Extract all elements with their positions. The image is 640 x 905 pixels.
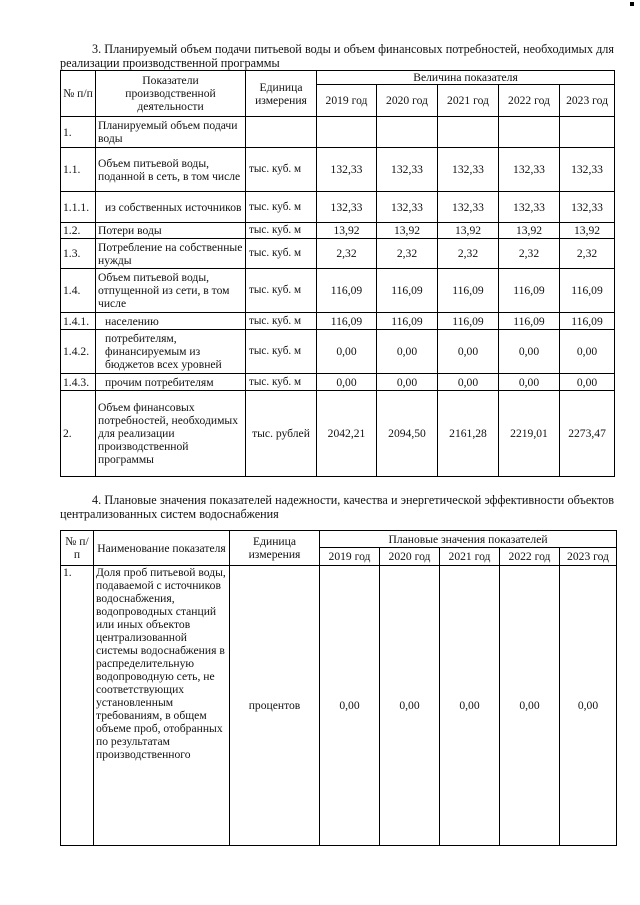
row-indicator: Потребление на собственные нужды bbox=[96, 239, 246, 269]
row-value: 132,33 bbox=[317, 192, 377, 223]
row-value: 0,00 bbox=[377, 374, 438, 391]
col-header-year: 2023 год bbox=[560, 85, 615, 117]
row-num: 2. bbox=[61, 391, 96, 477]
row-value: 13,92 bbox=[499, 223, 560, 239]
col-header-indicator: Наименование показателя bbox=[94, 531, 230, 566]
col-header-year: 2019 год bbox=[320, 548, 380, 566]
row-value: 2094,50 bbox=[377, 391, 438, 477]
row-value: 0,00 bbox=[438, 374, 499, 391]
row-value: 132,33 bbox=[438, 148, 499, 192]
col-header-unit: Единица измерения bbox=[246, 71, 317, 117]
row-value: 2042,21 bbox=[317, 391, 377, 477]
row-num: 1.4.3. bbox=[61, 374, 96, 391]
table-row bbox=[61, 313, 615, 330]
row-value bbox=[560, 117, 615, 148]
row-value: 0,00 bbox=[440, 566, 500, 846]
row-value: 116,09 bbox=[499, 313, 560, 330]
row-num: 1.1.1. bbox=[61, 192, 96, 223]
row-unit: тыс. куб. м bbox=[246, 374, 317, 391]
reliability-indicators-table bbox=[60, 530, 617, 846]
row-value: 0,00 bbox=[499, 330, 560, 374]
col-header-year: 2022 год bbox=[500, 548, 560, 566]
table-row bbox=[61, 330, 615, 374]
row-value: 13,92 bbox=[377, 223, 438, 239]
table-row bbox=[61, 223, 615, 239]
row-value: 116,09 bbox=[560, 269, 615, 313]
row-value: 116,09 bbox=[438, 313, 499, 330]
table-row bbox=[61, 192, 615, 223]
row-indicator: Планируемый объем подачи воды bbox=[96, 117, 246, 148]
row-value: 2,32 bbox=[499, 239, 560, 269]
col-header-indicator: Показатели производственной деятельности bbox=[96, 71, 246, 117]
row-unit bbox=[246, 117, 317, 148]
row-value: 132,33 bbox=[317, 148, 377, 192]
corner-mark bbox=[630, 2, 634, 6]
col-header-num: № п/п bbox=[61, 71, 96, 117]
col-header-group: Плановые значения показателей bbox=[320, 531, 617, 548]
row-value: 0,00 bbox=[377, 330, 438, 374]
row-value: 2219,01 bbox=[499, 391, 560, 477]
row-value: 0,00 bbox=[499, 374, 560, 391]
row-indicator: прочим потребителям bbox=[96, 374, 246, 391]
row-value: 132,33 bbox=[560, 192, 615, 223]
row-value bbox=[438, 117, 499, 148]
row-indicator: населению bbox=[96, 313, 246, 330]
table-row bbox=[61, 374, 615, 391]
row-value: 0,00 bbox=[320, 566, 380, 846]
table-row bbox=[61, 148, 615, 192]
row-num: 1.4. bbox=[61, 269, 96, 313]
col-header-year: 2021 год bbox=[440, 548, 500, 566]
row-value: 0,00 bbox=[560, 566, 617, 846]
section-3-title: 3. Планируемый объем подачи питьевой воды и объем финансовых потребностей, необходимых для реализации производственной программы bbox=[60, 42, 614, 70]
table-row bbox=[61, 391, 615, 477]
col-header-unit: Единица измерения bbox=[230, 531, 320, 566]
row-indicator: Доля проб питьевой воды, подаваемой с источников водоснабжения, водопроводных станций или иных объектов централизованной системы водоснабжения в распределительную водопроводную сеть, не соответствующих установленным требованиям, в общем объеме проб, отобранных по результатам производственного bbox=[94, 566, 230, 846]
row-num: 1. bbox=[61, 117, 96, 148]
col-header-year: 2022 год bbox=[499, 85, 560, 117]
row-value: 13,92 bbox=[560, 223, 615, 239]
row-unit: тыс. куб. м bbox=[246, 313, 317, 330]
row-num: 1.4.1. bbox=[61, 313, 96, 330]
col-header-year: 2023 год bbox=[560, 548, 617, 566]
section-4-title: 4. Плановые значения показателей надежности, качества и энергетической эффективности объектов централизованных систем водоснабжения bbox=[60, 493, 614, 521]
row-value: 0,00 bbox=[560, 330, 615, 374]
row-indicator: Объем питьевой воды, поданной в сеть, в том числе bbox=[96, 148, 246, 192]
section-4-heading bbox=[60, 493, 614, 521]
row-indicator: Объем финансовых потребностей, необходимых для реализации производственной программы bbox=[96, 391, 246, 477]
row-value: 116,09 bbox=[317, 269, 377, 313]
row-value bbox=[377, 117, 438, 148]
row-value: 13,92 bbox=[317, 223, 377, 239]
row-value: 0,00 bbox=[500, 566, 560, 846]
row-value: 2273,47 bbox=[560, 391, 615, 477]
row-value: 13,92 bbox=[438, 223, 499, 239]
col-header-year: 2019 год bbox=[317, 85, 377, 117]
row-unit: тыс. куб. м bbox=[246, 223, 317, 239]
row-value: 2,32 bbox=[438, 239, 499, 269]
col-header-year: 2021 год bbox=[438, 85, 499, 117]
row-value: 116,09 bbox=[560, 313, 615, 330]
row-unit: тыс. куб. м bbox=[246, 330, 317, 374]
row-unit: тыс. куб. м bbox=[246, 148, 317, 192]
row-value: 2161,28 bbox=[438, 391, 499, 477]
table-row bbox=[61, 269, 615, 313]
table-row bbox=[61, 239, 615, 269]
row-indicator: Потери воды bbox=[96, 223, 246, 239]
production-volume-table bbox=[60, 70, 615, 477]
row-indicator: из собственных источников bbox=[96, 192, 246, 223]
row-value: 2,32 bbox=[317, 239, 377, 269]
table-row bbox=[61, 117, 615, 148]
section-3-heading bbox=[60, 42, 614, 70]
col-header-num: № п/п bbox=[61, 531, 94, 566]
row-indicator: потребителям, финансируемым из бюджетов всех уровней bbox=[96, 330, 246, 374]
row-value: 132,33 bbox=[377, 148, 438, 192]
col-header-group: Величина показателя bbox=[317, 71, 615, 85]
row-num: 1.3. bbox=[61, 239, 96, 269]
row-unit: процентов bbox=[230, 566, 320, 846]
row-value: 0,00 bbox=[317, 374, 377, 391]
col-header-year: 2020 год bbox=[377, 85, 438, 117]
row-value: 116,09 bbox=[499, 269, 560, 313]
row-num: 1.4.2. bbox=[61, 330, 96, 374]
row-value: 132,33 bbox=[377, 192, 438, 223]
row-value: 132,33 bbox=[438, 192, 499, 223]
row-value: 2,32 bbox=[560, 239, 615, 269]
row-value: 0,00 bbox=[560, 374, 615, 391]
row-value bbox=[317, 117, 377, 148]
row-value: 116,09 bbox=[438, 269, 499, 313]
row-value: 132,33 bbox=[560, 148, 615, 192]
col-header-year: 2020 год bbox=[380, 548, 440, 566]
row-value: 132,33 bbox=[499, 148, 560, 192]
row-value: 0,00 bbox=[317, 330, 377, 374]
row-unit: тыс. рублей bbox=[246, 391, 317, 477]
row-num: 1. bbox=[61, 566, 94, 846]
row-num: 1.2. bbox=[61, 223, 96, 239]
row-value: 0,00 bbox=[438, 330, 499, 374]
row-value: 116,09 bbox=[377, 313, 438, 330]
row-value: 132,33 bbox=[499, 192, 560, 223]
row-value bbox=[499, 117, 560, 148]
table-row bbox=[61, 566, 617, 846]
row-indicator: Объем питьевой воды, отпущенной из сети, в том числе bbox=[96, 269, 246, 313]
row-unit: тыс. куб. м bbox=[246, 192, 317, 223]
row-unit: тыс. куб. м bbox=[246, 239, 317, 269]
row-unit: тыс. куб. м bbox=[246, 269, 317, 313]
row-value: 2,32 bbox=[377, 239, 438, 269]
row-value: 116,09 bbox=[317, 313, 377, 330]
row-value: 116,09 bbox=[377, 269, 438, 313]
row-num: 1.1. bbox=[61, 148, 96, 192]
row-value: 0,00 bbox=[380, 566, 440, 846]
